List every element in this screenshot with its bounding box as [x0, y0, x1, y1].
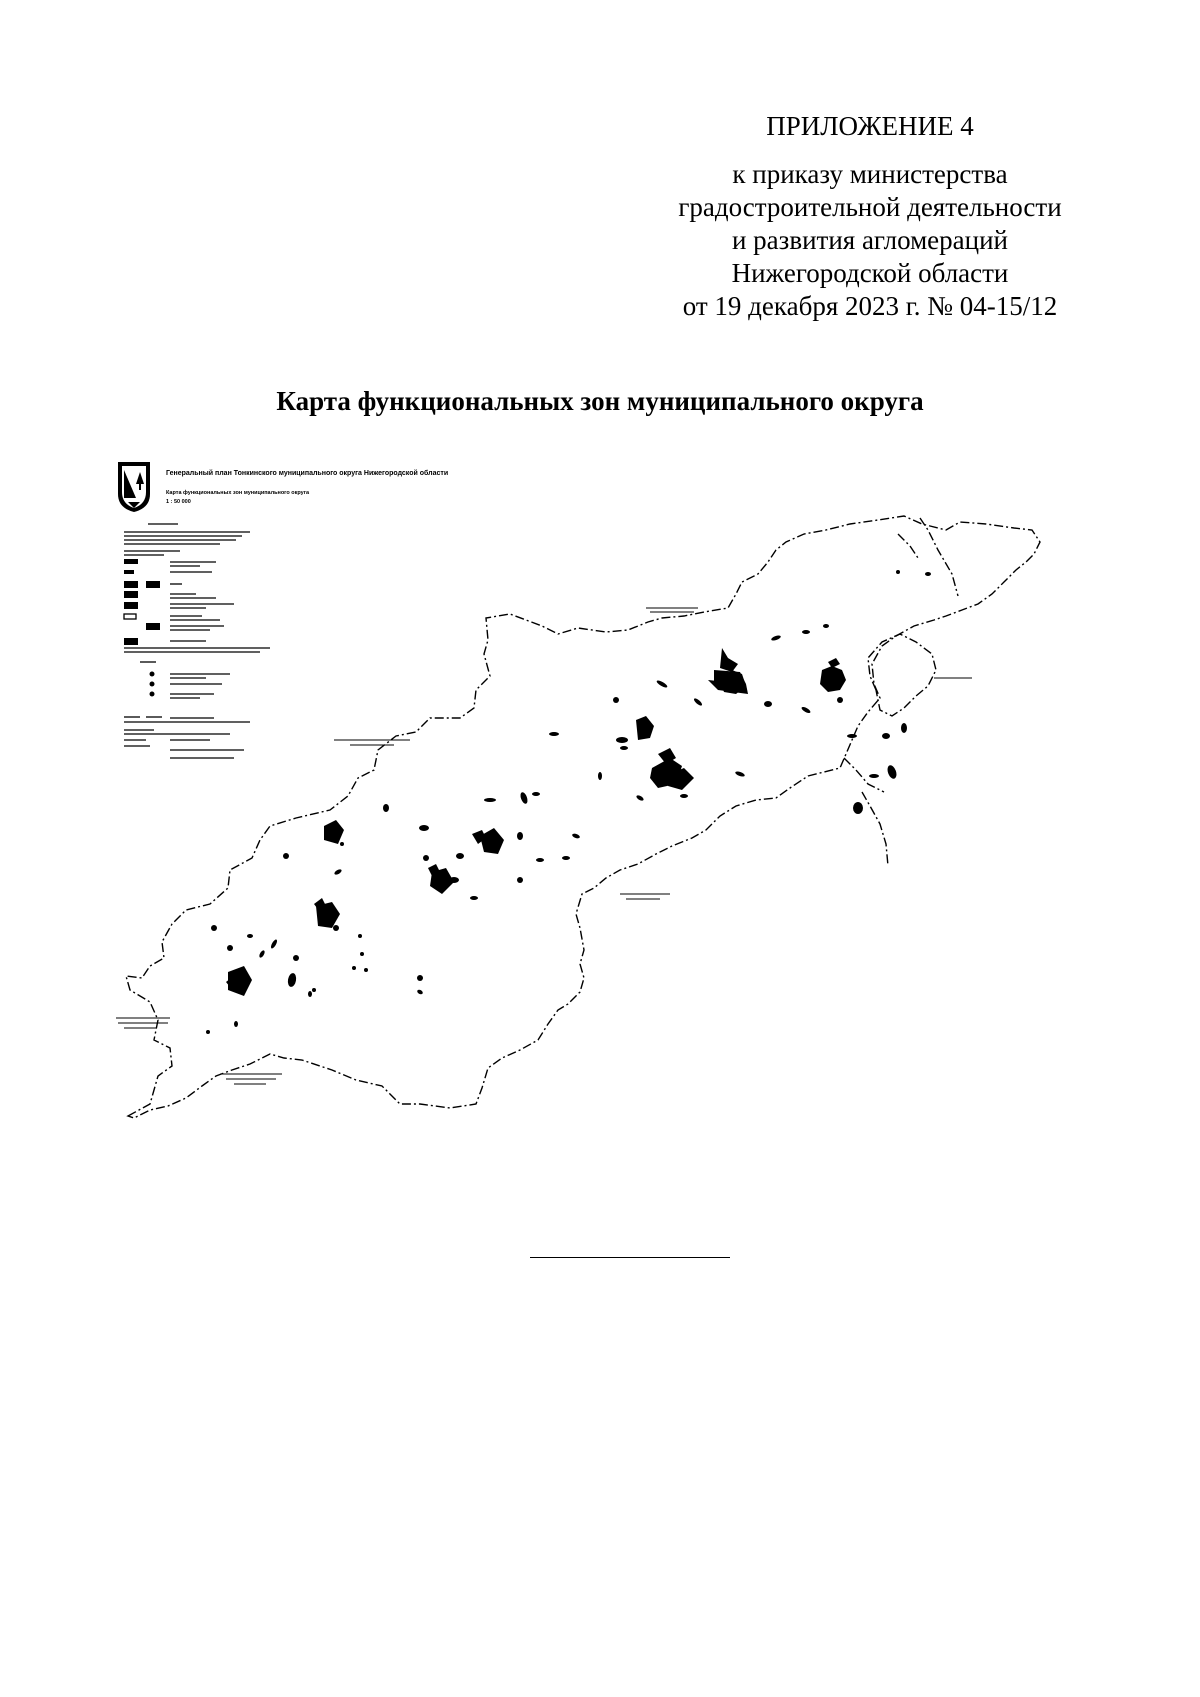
map-figure: [110, 458, 1110, 1238]
document-title: Карта функциональных зон муниципального округа: [276, 386, 924, 416]
appendix-block: [640, 110, 1100, 323]
map-header-subtitle: Карта функциональных зон муниципального округа: [166, 490, 310, 496]
neighbour-boundary-east: [844, 518, 958, 866]
appendix-line-ministry: градостроительной деятельности: [678, 192, 1062, 222]
appendix-title: ПРИЛОЖЕНИЕ 4: [766, 111, 974, 141]
appendix-line-region: Нижегородской области: [731, 258, 1009, 288]
settlement-clusters: [226, 658, 846, 992]
map-legend: [124, 524, 270, 758]
appendix-line-date-number: от 19 декабря 2023 г. № 04-15/12: [682, 291, 1058, 321]
appendix-line-agglomeration: и развития агломераций: [731, 225, 1008, 255]
coat-of-arms-icon: [118, 462, 150, 512]
settlement-zones: [206, 570, 931, 1034]
enclave-boundary: [868, 634, 936, 716]
map-scale: 1 : 50 000: [166, 499, 191, 505]
map-svg: [110, 458, 1110, 1238]
district-boundary: [126, 516, 1040, 1118]
appendix-line-order: к приказу министерства: [732, 159, 1008, 189]
end-divider: [530, 1257, 730, 1258]
map-header: [118, 462, 448, 512]
map-header-title: Генеральный план Тонкинского муниципального округа Нижегородской области: [166, 470, 449, 477]
